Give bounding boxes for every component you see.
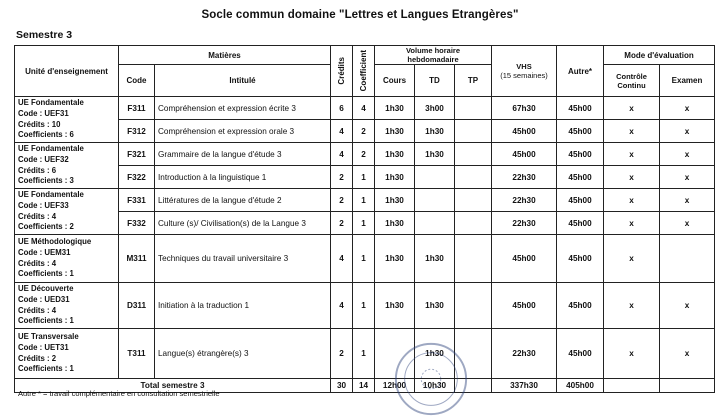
subject-code: F332 xyxy=(119,212,155,235)
unit-cell xyxy=(15,235,119,283)
subject-td: 1h30 xyxy=(415,143,455,166)
header-examen: Examen xyxy=(660,65,715,97)
subject-coefficient: 2 xyxy=(353,120,375,143)
subject-tp xyxy=(455,120,492,143)
subject-vhs: 45h00 xyxy=(492,235,557,283)
subject-td xyxy=(415,212,455,235)
total-tp xyxy=(455,379,492,393)
total-credits: 30 xyxy=(331,379,353,393)
subject-vhs: 22h30 xyxy=(492,329,557,379)
subject-examen: x xyxy=(660,166,715,189)
subject-autre: 45h00 xyxy=(557,143,604,166)
subject-controle-continu: x xyxy=(604,235,660,283)
subject-examen xyxy=(660,235,715,283)
subject-title: Littératures de la langue d'étude 2 xyxy=(155,189,331,212)
header-cours: Cours xyxy=(375,65,415,97)
table-row xyxy=(15,120,715,143)
subject-vhs: 45h00 xyxy=(492,120,557,143)
subject-examen: x xyxy=(660,97,715,120)
subject-credits: 6 xyxy=(331,97,353,120)
subject-cours: 1h30 xyxy=(375,212,415,235)
unit-line: Code : UED31 xyxy=(18,294,70,304)
subject-code: F331 xyxy=(119,189,155,212)
table-row xyxy=(15,143,715,166)
total-coef: 14 xyxy=(353,379,375,393)
header-volume: Volume horaire hebdomadaire xyxy=(375,46,492,65)
header-td: TD xyxy=(415,65,455,97)
subject-vhs: 22h30 xyxy=(492,166,557,189)
curriculum-table xyxy=(14,45,715,393)
subject-autre: 45h00 xyxy=(557,235,604,283)
header-credits: Crédits xyxy=(331,46,353,97)
subject-credits: 2 xyxy=(331,189,353,212)
subject-coefficient: 1 xyxy=(353,283,375,329)
subject-title: Langue(s) étrangère(s) 3 xyxy=(155,329,331,379)
unit-line: Coefficients : 6 xyxy=(18,130,74,140)
subject-autre: 45h00 xyxy=(557,189,604,212)
unit-line: Coefficients : 1 xyxy=(18,269,74,279)
unit-line: UE Découverte xyxy=(18,284,74,294)
subject-td xyxy=(415,166,455,189)
header-coefficient: Coefficient xyxy=(353,46,375,97)
table-row xyxy=(15,166,715,189)
subject-cours: 1h30 xyxy=(375,166,415,189)
subject-tp xyxy=(455,143,492,166)
unit-line: Crédits : 10 xyxy=(18,119,61,129)
subject-title: Initiation à la traduction 1 xyxy=(155,283,331,329)
subject-td: 1h30 xyxy=(415,120,455,143)
subject-controle-continu: x xyxy=(604,120,660,143)
total-vhs: 337h30 xyxy=(492,379,557,393)
subject-autre: 45h00 xyxy=(557,329,604,379)
subject-tp xyxy=(455,329,492,379)
semester-heading: Semestre 3 xyxy=(16,29,73,41)
subject-credits: 2 xyxy=(331,329,353,379)
subject-examen: x xyxy=(660,329,715,379)
header-unit: Unité d'enseignement xyxy=(15,46,119,97)
subject-coefficient: 4 xyxy=(353,97,375,120)
subject-cours xyxy=(375,329,415,379)
table-row xyxy=(15,235,715,283)
total-exam xyxy=(660,379,715,393)
subject-autre: 45h00 xyxy=(557,120,604,143)
unit-line: Code : UEM31 xyxy=(18,247,71,257)
header-vhs: VHS (15 semaines) xyxy=(492,46,557,97)
subject-td: 1h30 xyxy=(415,329,455,379)
subject-tp xyxy=(455,166,492,189)
header-controle: Contrôle Continu xyxy=(604,65,660,97)
unit-cell xyxy=(15,189,119,235)
total-td: 10h30 xyxy=(415,379,455,393)
subject-vhs: 22h30 xyxy=(492,189,557,212)
subject-examen: x xyxy=(660,120,715,143)
table-row xyxy=(15,329,715,379)
subject-code: T311 xyxy=(119,329,155,379)
subject-controle-continu: x xyxy=(604,143,660,166)
subject-tp xyxy=(455,212,492,235)
subject-controle-continu: x xyxy=(604,212,660,235)
unit-cell xyxy=(15,143,119,189)
subject-credits: 4 xyxy=(331,283,353,329)
header-matieres: Matières xyxy=(119,46,331,65)
table-row xyxy=(15,189,715,212)
subject-title: Compréhension et expression écrite 3 xyxy=(155,97,331,120)
subject-cours: 1h30 xyxy=(375,235,415,283)
subject-credits: 2 xyxy=(331,166,353,189)
unit-cell xyxy=(15,97,119,143)
subject-code: D311 xyxy=(119,283,155,329)
subject-td: 3h00 xyxy=(415,97,455,120)
subject-autre: 45h00 xyxy=(557,166,604,189)
subject-cours: 1h30 xyxy=(375,97,415,120)
subject-coefficient: 1 xyxy=(353,212,375,235)
subject-code: F321 xyxy=(119,143,155,166)
subject-controle-continu: x xyxy=(604,283,660,329)
subject-credits: 2 xyxy=(331,212,353,235)
total-label: Total semestre 3 xyxy=(15,379,331,393)
subject-code: M311 xyxy=(119,235,155,283)
unit-line: Crédits : 4 xyxy=(18,305,57,315)
unit-cell xyxy=(15,329,119,379)
subject-code: F322 xyxy=(119,166,155,189)
total-cc xyxy=(604,379,660,393)
subject-coefficient: 1 xyxy=(353,235,375,283)
unit-line: UE Transversale xyxy=(18,332,79,342)
subject-examen: x xyxy=(660,283,715,329)
subject-controle-continu: x xyxy=(604,166,660,189)
unit-line: Code : UEF32 xyxy=(18,154,69,164)
subject-controle-continu: x xyxy=(604,329,660,379)
subject-vhs: 45h00 xyxy=(492,283,557,329)
total-cours: 12h00 xyxy=(375,379,415,393)
unit-line: Code : UEF31 xyxy=(18,108,69,118)
header-mode: Mode d'évaluation xyxy=(604,46,715,65)
subject-td: 1h30 xyxy=(415,283,455,329)
subject-cours: 1h30 xyxy=(375,189,415,212)
subject-title: Techniques du travail universitaire 3 xyxy=(155,235,331,283)
unit-line: Code : UET31 xyxy=(18,342,69,352)
subject-tp xyxy=(455,235,492,283)
subject-coefficient: 1 xyxy=(353,189,375,212)
subject-td xyxy=(415,189,455,212)
subject-tp xyxy=(455,97,492,120)
subject-controle-continu: x xyxy=(604,189,660,212)
footnote: Autre * = travail complémentaire en consultation semestrielle xyxy=(18,389,220,398)
subject-title: Introduction à la linguistique 1 xyxy=(155,166,331,189)
subject-autre: 45h00 xyxy=(557,283,604,329)
total-autre: 405h00 xyxy=(557,379,604,393)
header-code: Code xyxy=(119,65,155,97)
unit-line: UE Fondamentale xyxy=(18,98,84,108)
subject-code: F311 xyxy=(119,97,155,120)
unit-line: Coefficients : 3 xyxy=(18,176,74,186)
subject-credits: 4 xyxy=(331,120,353,143)
subject-coefficient: 1 xyxy=(353,166,375,189)
subject-tp xyxy=(455,189,492,212)
subject-examen: x xyxy=(660,212,715,235)
subject-code: F312 xyxy=(119,120,155,143)
unit-line: Crédits : 6 xyxy=(18,165,57,175)
header-tp: TP xyxy=(455,65,492,97)
subject-title: Culture (s)/ Civilisation(s) de la Langue 3 xyxy=(155,212,331,235)
unit-line: Crédits : 2 xyxy=(18,353,57,363)
subject-autre: 45h00 xyxy=(557,212,604,235)
subject-coefficient: 1 xyxy=(353,329,375,379)
header-intitule: Intitulé xyxy=(155,65,331,97)
subject-tp xyxy=(455,283,492,329)
unit-line: Crédits : 4 xyxy=(18,258,57,268)
subject-vhs: 22h30 xyxy=(492,212,557,235)
table-row xyxy=(15,212,715,235)
subject-controle-continu: x xyxy=(604,97,660,120)
subject-cours: 1h30 xyxy=(375,283,415,329)
unit-line: Coefficients : 1 xyxy=(18,364,74,374)
header-autre: Autre* xyxy=(557,46,604,97)
document-title: Socle commun domaine "Lettres et Langues Etrangères" xyxy=(201,9,519,21)
unit-line: Code : UEF33 xyxy=(18,200,69,210)
subject-cours: 1h30 xyxy=(375,120,415,143)
subject-vhs: 67h30 xyxy=(492,97,557,120)
table-row xyxy=(15,283,715,329)
subject-vhs: 45h00 xyxy=(492,143,557,166)
subject-td: 1h30 xyxy=(415,235,455,283)
unit-line: UE Fondamentale xyxy=(18,144,84,154)
subject-examen: x xyxy=(660,189,715,212)
subject-coefficient: 2 xyxy=(353,143,375,166)
unit-line: UE Fondamentale xyxy=(18,190,84,200)
unit-line: UE Méthodologique xyxy=(18,237,92,247)
subject-autre: 45h00 xyxy=(557,97,604,120)
subject-credits: 4 xyxy=(331,143,353,166)
unit-line: Coefficients : 1 xyxy=(18,316,74,326)
unit-line: Coefficients : 2 xyxy=(18,222,74,232)
table-row xyxy=(15,97,715,120)
unit-cell xyxy=(15,283,119,329)
subject-credits: 4 xyxy=(331,235,353,283)
subject-title: Compréhension et expression orale 3 xyxy=(155,120,331,143)
unit-line: Crédits : 4 xyxy=(18,211,57,221)
subject-cours: 1h30 xyxy=(375,143,415,166)
subject-examen: x xyxy=(660,143,715,166)
subject-title: Grammaire de la langue d'étude 3 xyxy=(155,143,331,166)
